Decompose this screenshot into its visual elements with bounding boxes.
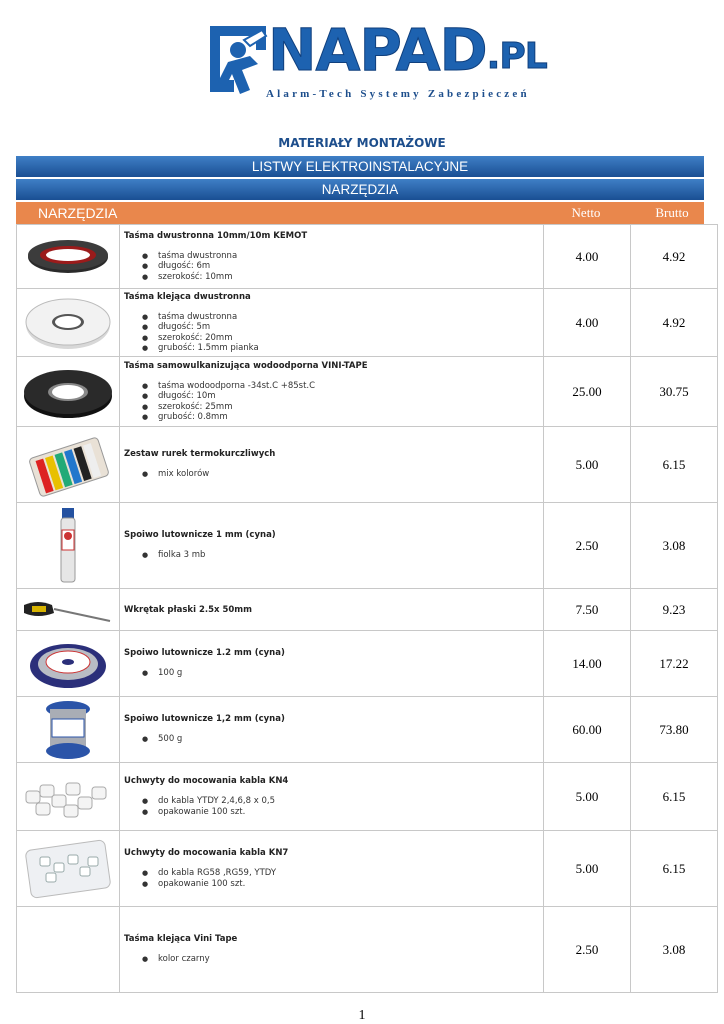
price-netto: 25.00 — [544, 357, 631, 427]
product-description — [120, 697, 544, 763]
product-name: Spoiwo lutownicze 1.2 mm (cyna) — [124, 648, 285, 659]
price-netto: 2.50 — [544, 907, 631, 993]
feature-item: ● długość: 10m — [142, 391, 539, 402]
product-name: Spoiwo lutownicze 1 mm (cyna) — [124, 530, 276, 541]
table-row — [17, 427, 718, 503]
product-description — [120, 289, 544, 357]
price-brutto: 6.15 — [631, 427, 718, 503]
product-image — [17, 503, 120, 589]
feature-item: ● taśma wodoodporna -34st.C +85st.C — [142, 381, 539, 392]
product-image — [17, 907, 120, 993]
product-description — [120, 357, 544, 427]
table-header — [16, 202, 704, 224]
feature-item: ● grubość: 1.5mm pianka — [142, 343, 539, 354]
feature-item: ● do kabla YTDY 2,4,6,8 x 0,5 — [142, 796, 539, 807]
feature-list — [124, 550, 539, 561]
price-netto: 4.00 — [544, 225, 631, 289]
product-image — [17, 697, 120, 763]
price-netto: 60.00 — [544, 697, 631, 763]
feature-list — [124, 796, 539, 817]
product-name: Taśma samowulkanizująca wodoodporna VINI-TAPE — [124, 360, 368, 371]
header-netto: Netto — [571, 205, 601, 220]
header-brutto: Brutto — [655, 205, 689, 220]
price-brutto: 9.23 — [631, 589, 718, 631]
product-image — [17, 289, 120, 357]
category-band: LISTWY ELEKTROINSTALACYJNE — [16, 156, 704, 178]
product-name: Uchwyty do mocowania kabla KN7 — [124, 848, 289, 858]
heatshrink-box-icon — [17, 433, 119, 497]
price-brutto: 73.80 — [631, 697, 718, 763]
product-name: Taśma klejąca Vini Tape — [124, 934, 238, 945]
product-name: Wkrętak płaski 2.5x 50mm — [124, 604, 252, 615]
product-description — [120, 589, 544, 631]
feature-list — [124, 734, 539, 745]
feature-list — [124, 312, 539, 354]
price-brutto: 4.92 — [631, 225, 718, 289]
product-name: Spoiwo lutownicze 1,2 mm (cyna) — [124, 714, 285, 725]
feature-item: ● 500 g — [142, 734, 539, 745]
napad-logo — [200, 18, 560, 110]
table-row — [17, 631, 718, 697]
feature-item: ● 100 g — [142, 668, 539, 679]
feature-list — [124, 251, 539, 283]
product-description — [120, 225, 544, 289]
price-netto: 5.00 — [544, 763, 631, 831]
product-name: Zestaw rurek termokurczliwych — [124, 449, 276, 460]
feature-list — [124, 381, 539, 423]
solder-spool-small-icon — [17, 636, 119, 692]
product-image — [17, 631, 120, 697]
price-brutto: 3.08 — [631, 503, 718, 589]
price-brutto: 30.75 — [631, 357, 718, 427]
price-netto: 7.50 — [544, 589, 631, 631]
feature-item: ● grubość: 0.8mm — [142, 412, 539, 423]
product-description — [120, 631, 544, 697]
screwdriver-icon — [17, 595, 119, 625]
feature-item: ● mix kolorów — [142, 469, 539, 480]
page-number: 1 — [358, 1008, 366, 1023]
price-brutto: 4.92 — [631, 289, 718, 357]
cable-clips-white-icon — [17, 775, 119, 819]
price-brutto: 6.15 — [631, 763, 718, 831]
feature-item: ● długość: 5m — [142, 322, 539, 333]
price-brutto: 6.15 — [631, 831, 718, 907]
product-image — [17, 589, 120, 631]
solder-tube-icon — [17, 506, 119, 586]
feature-item: ● szerokość: 20mm — [142, 333, 539, 344]
tape-roll-black-icon — [17, 362, 119, 422]
subcategory-band: NARZĘDZIA — [16, 179, 704, 201]
product-image — [17, 831, 120, 907]
feature-item: ● taśma dwustronna — [142, 251, 539, 262]
solder-spool-large-icon — [17, 699, 119, 761]
header-category: NARZĘDZIA — [38, 205, 118, 221]
feature-item: ● szerokość: 10mm — [142, 272, 539, 283]
table-row — [17, 225, 718, 289]
product-name: Uchwyty do mocowania kabla KN4 — [124, 776, 289, 786]
foam-tape-white-icon — [17, 295, 119, 351]
product-image — [17, 763, 120, 831]
products-table — [16, 224, 718, 993]
price-netto: 5.00 — [544, 427, 631, 503]
product-description — [120, 763, 544, 831]
table-row — [17, 357, 718, 427]
price-brutto: 17.22 — [631, 631, 718, 697]
product-description — [120, 427, 544, 503]
price-netto: 5.00 — [544, 831, 631, 907]
feature-item: ● kolor czarny — [142, 954, 539, 965]
product-image — [17, 357, 120, 427]
logo-figure-icon — [204, 20, 274, 108]
feature-item: ● opakowanie 100 szt. — [142, 807, 539, 818]
cable-clips-bag-icon — [17, 839, 119, 899]
brand-name: NAPAD.PL — [268, 16, 547, 84]
product-name: Taśma dwustronna 10mm/10m KEMOT — [124, 230, 308, 241]
table-row — [17, 589, 718, 631]
price-netto: 4.00 — [544, 289, 631, 357]
table-row — [17, 289, 718, 357]
product-image — [17, 427, 120, 503]
feature-item: ● taśma dwustronna — [142, 312, 539, 323]
feature-list — [124, 469, 539, 480]
table-row — [17, 831, 718, 907]
price-brutto: 3.08 — [631, 907, 718, 993]
feature-item: ● szerokość: 25mm — [142, 402, 539, 413]
feature-list — [124, 868, 539, 889]
product-description — [120, 907, 544, 993]
feature-item: ● fiolka 3 mb — [142, 550, 539, 561]
product-description — [120, 831, 544, 907]
table-row — [17, 503, 718, 589]
feature-item: ● długość: 6m — [142, 261, 539, 272]
table-row — [17, 907, 718, 993]
brand-tagline: Alarm-Tech Systemy Zabezpieczeń — [266, 88, 530, 100]
feature-list — [124, 954, 539, 965]
feature-item: ● opakowanie 100 szt. — [142, 879, 539, 890]
price-netto: 14.00 — [544, 631, 631, 697]
table-row — [17, 697, 718, 763]
price-netto: 2.50 — [544, 503, 631, 589]
product-description — [120, 503, 544, 589]
feature-item: ● do kabla RG58 ,RG59, YTDY — [142, 868, 539, 879]
section-title: MATERIAŁY MONTAŻOWE — [278, 136, 446, 150]
table-row — [17, 763, 718, 831]
product-image — [17, 225, 120, 289]
product-name: Taśma klejąca dwustronna — [124, 291, 251, 302]
feature-list — [124, 668, 539, 679]
tape-roll-red-icon — [17, 236, 119, 278]
